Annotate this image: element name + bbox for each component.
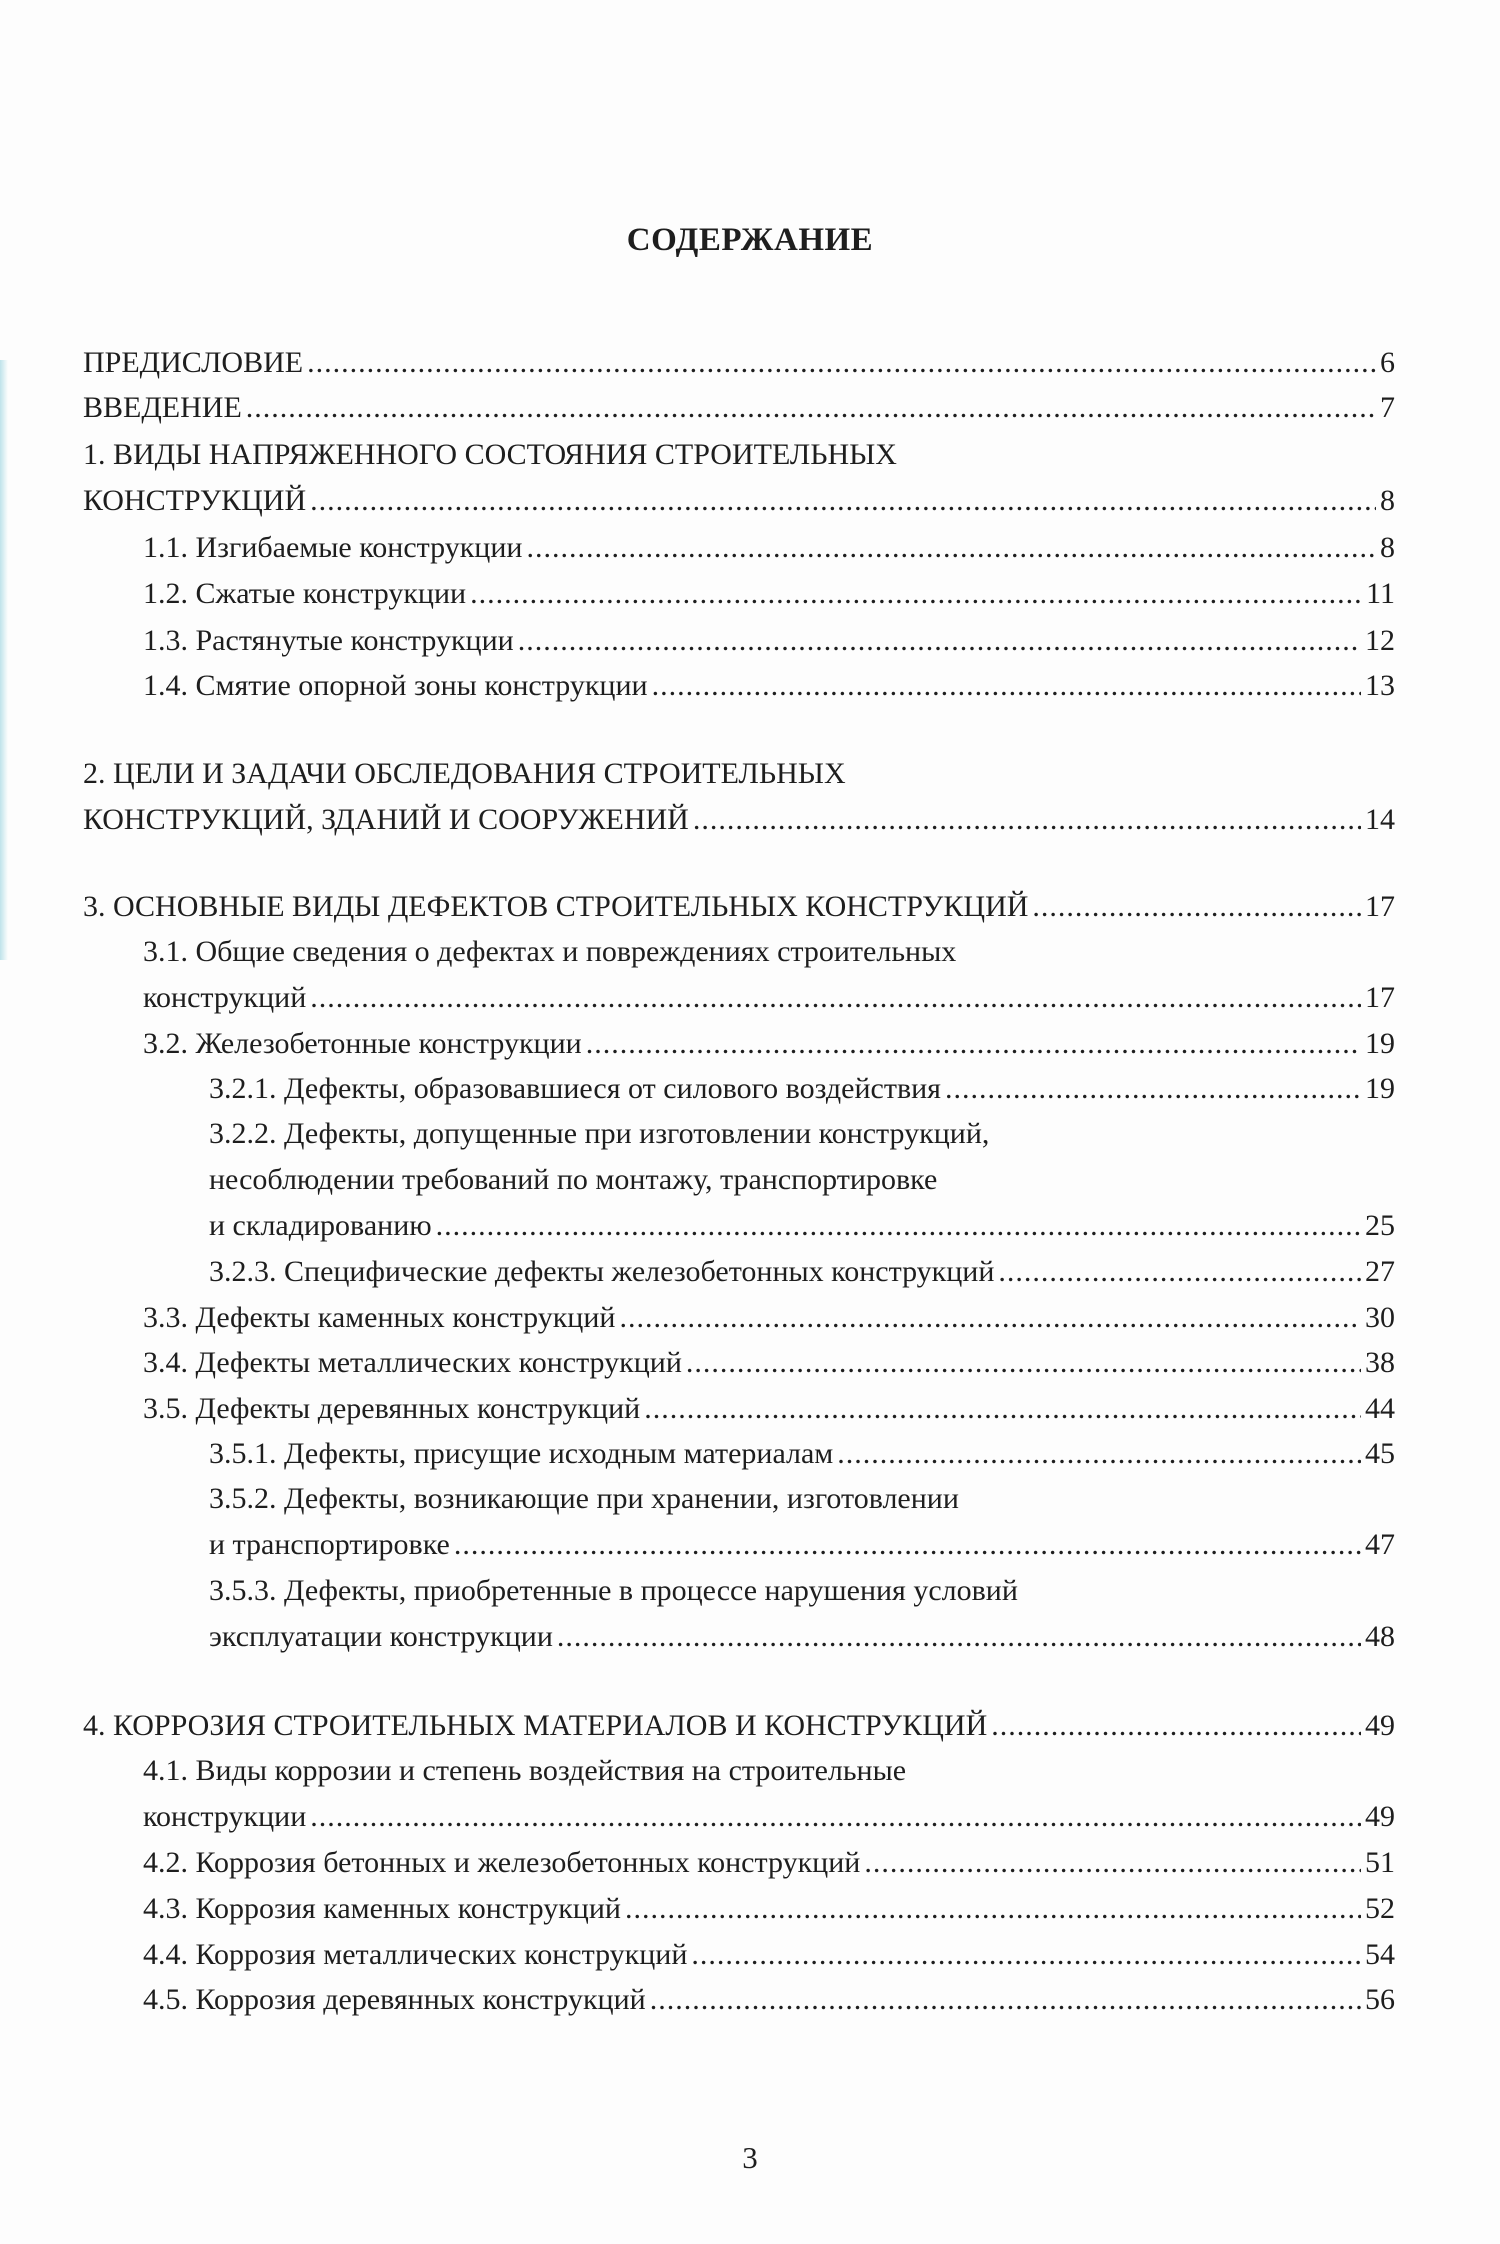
toc-entry-page: 17 — [1365, 890, 1395, 923]
toc-entry-line — [209, 1249, 1395, 1295]
toc-entry-title: 1.2. Сжатые конструкции — [143, 577, 467, 610]
toc-entry-title: и складированию — [209, 1209, 432, 1242]
dot-leader — [436, 1203, 1361, 1249]
toc-entry-line — [143, 571, 1395, 617]
toc-entry-page: 56 — [1365, 1983, 1395, 2016]
toc-entry-line — [143, 1840, 1395, 1886]
toc-entry-title: и транспортировке — [209, 1528, 450, 1561]
toc-entry — [83, 1703, 1395, 1749]
toc-entry-title: 3. ОСНОВНЫЕ ВИДЫ ДЕФЕКТОВ СТРОИТЕЛЬНЫХ КОНСТРУКЦИЙ — [83, 890, 1029, 923]
toc-entry-page: 44 — [1365, 1392, 1395, 1425]
toc-entry-title: конструкции — [143, 1800, 307, 1833]
toc-entry — [83, 1021, 1395, 1067]
toc-entry-page: 48 — [1365, 1620, 1395, 1653]
dot-leader — [1032, 884, 1361, 930]
dot-leader — [652, 663, 1361, 709]
toc-entry-page: 38 — [1365, 1346, 1395, 1379]
toc-entry-title: 3.4. Дефекты металлических конструкций — [143, 1346, 682, 1379]
toc-entry-title: 4.4. Коррозия металлических конструкций — [143, 1938, 688, 1971]
toc-entry — [83, 571, 1395, 617]
dot-leader — [526, 525, 1376, 571]
toc-entry-title: 3.2.1. Дефекты, образовавшиеся от силового воздействия — [209, 1072, 941, 1105]
toc-entry-line — [143, 1295, 1395, 1341]
toc-entry-page: 12 — [1365, 624, 1395, 657]
toc-entry-page: 47 — [1365, 1528, 1395, 1561]
toc-entry — [83, 1340, 1395, 1386]
dot-leader — [644, 1386, 1361, 1432]
toc-entry — [83, 1431, 1395, 1477]
dot-leader — [557, 1614, 1361, 1660]
toc-entry-line — [143, 1932, 1395, 1978]
toc-entry — [83, 1840, 1395, 1886]
toc-entry-page: 8 — [1380, 531, 1395, 564]
dot-leader — [693, 797, 1361, 843]
page-title: СОДЕРЖАНИЕ — [626, 222, 874, 258]
toc-entry-line — [143, 618, 1395, 664]
toc-entry-title: 4.5. Коррозия деревянных конструкций — [143, 1983, 646, 2016]
toc-entry-line — [209, 1614, 1395, 1660]
toc-entry-title: 3.3. Дефекты каменных конструкций — [143, 1301, 616, 1334]
toc-entry-line — [143, 663, 1395, 709]
toc-entry-page: 19 — [1365, 1072, 1395, 1105]
toc-entry — [83, 884, 1395, 930]
toc-entry-title-line: 2. ЦЕЛИ И ЗАДАЧИ ОБСЛЕДОВАНИЯ СТРОИТЕЛЬНЫХ — [83, 757, 846, 790]
toc-entry-title: КОНСТРУКЦИЙ, ЗДАНИЙ И СООРУЖЕНИЙ — [83, 803, 689, 836]
toc-entry-line — [143, 1340, 1395, 1386]
toc-entry-line — [209, 1203, 1395, 1249]
toc-entry-title-line: 1. ВИДЫ НАПРЯЖЕННОГО СОСТОЯНИЯ СТРОИТЕЛЬНЫХ — [83, 438, 897, 471]
toc-entry-page: 14 — [1365, 803, 1395, 836]
toc-entry-line — [143, 1977, 1395, 2023]
toc-entry-line — [83, 797, 1395, 843]
toc-entry-title-line: несоблюдении требований по монтажу, транспортировке — [209, 1163, 938, 1196]
toc-entry-page: 51 — [1365, 1846, 1395, 1879]
toc-entry-line — [83, 1703, 1395, 1749]
toc-entry-page: 13 — [1365, 669, 1395, 702]
page-number: 3 — [742, 2140, 758, 2175]
dot-leader — [945, 1066, 1361, 1112]
toc-entry-title: эксплуатации конструкции — [209, 1620, 553, 1653]
toc-entry-line — [143, 1794, 1395, 1840]
toc-entry-title: 3.2.3. Специфические дефекты железобетонных конструкций — [209, 1255, 995, 1288]
dot-leader — [310, 1794, 1361, 1840]
toc-entry-title: 4.2. Коррозия бетонных и железобетонных конструкций — [143, 1846, 861, 1879]
toc-entry-title: 1.4. Смятие опорной зоны конструкции — [143, 669, 648, 702]
toc-entry — [83, 432, 1395, 524]
toc-entry-title-line: 3.5.3. Дефекты, приобретенные в процессе нарушения условий — [209, 1574, 1018, 1607]
toc-entry-title-line: 3.2.2. Дефекты, допущенные при изготовлении конструкций, — [209, 1117, 990, 1150]
toc-entry-line — [83, 884, 1395, 930]
toc-entry-page: 54 — [1365, 1938, 1395, 1971]
toc-entry-title: 3.5.1. Дефекты, присущие исходным материалам — [209, 1437, 834, 1470]
toc-entry-title-line: 4.1. Виды коррозии и степень воздействия на строительные — [143, 1754, 907, 1787]
toc-entry — [83, 1886, 1395, 1932]
toc-entry-page: 49 — [1365, 1709, 1395, 1742]
toc-entry — [83, 929, 1395, 1021]
dot-leader — [246, 385, 1376, 431]
toc-entry-title: конструкций — [143, 981, 307, 1014]
dot-leader — [998, 1249, 1361, 1295]
toc-entry-title: КОНСТРУКЦИЙ — [83, 484, 307, 517]
toc-entry-page: 27 — [1365, 1255, 1395, 1288]
toc-entry-page: 7 — [1380, 391, 1395, 424]
toc-entry-page: 6 — [1380, 346, 1395, 379]
dot-leader — [586, 1021, 1361, 1067]
toc-entry-line — [143, 1021, 1395, 1067]
toc-entry — [83, 385, 1395, 431]
dot-leader — [837, 1431, 1361, 1477]
dot-leader — [991, 1703, 1361, 1749]
toc-entry-page: 11 — [1366, 577, 1395, 610]
toc-entry — [83, 1977, 1395, 2023]
dot-leader — [310, 478, 1376, 524]
toc-entry — [83, 663, 1395, 709]
toc-entry-title: 4. КОРРОЗИЯ СТРОИТЕЛЬНЫХ МАТЕРИАЛОВ И КОНСТРУКЦИЙ — [83, 1709, 988, 1742]
toc-entry-title-line: 3.1. Общие сведения о дефектах и повреждениях строительных — [143, 935, 957, 968]
toc-entry — [83, 1568, 1395, 1660]
dot-leader — [310, 975, 1361, 1021]
toc-entry — [83, 1932, 1395, 1978]
toc-entry-title: 1.3. Растянутые конструкции — [143, 624, 514, 657]
toc-entry-page: 45 — [1365, 1437, 1395, 1470]
toc-entry-title: 3.2. Железобетонные конструкции — [143, 1027, 582, 1060]
toc-entry-page: 52 — [1365, 1892, 1395, 1925]
toc-entry-line — [143, 975, 1395, 1021]
toc-entry-title-line: 3.5.2. Дефекты, возникающие при хранении, изготовлении — [209, 1482, 959, 1515]
toc-entry — [83, 525, 1395, 571]
toc-entry-line — [143, 525, 1395, 571]
toc-entry-title: 1.1. Изгибаемые конструкции — [143, 531, 523, 564]
toc-entry-page: 30 — [1365, 1301, 1395, 1334]
toc-entry-line — [209, 1066, 1395, 1112]
toc-entry-title: ВВЕДЕНИЕ — [83, 391, 242, 424]
toc-entry — [83, 751, 1395, 843]
toc-entry-title: 3.5. Дефекты деревянных конструкций — [143, 1392, 641, 1425]
dot-leader — [307, 340, 1376, 386]
dot-leader — [864, 1840, 1361, 1886]
toc-entry — [83, 1111, 1395, 1249]
toc-entry-line — [209, 1522, 1395, 1568]
toc-entry-line — [83, 340, 1395, 386]
dot-leader — [518, 618, 1361, 664]
dot-leader — [650, 1977, 1361, 2023]
page-edge-tint — [0, 360, 8, 960]
dot-leader — [619, 1295, 1361, 1341]
toc-entry — [83, 1295, 1395, 1341]
toc-entry-line — [83, 478, 1395, 524]
toc-entry — [83, 1748, 1395, 1840]
dot-leader — [470, 571, 1362, 617]
toc-entry-page: 25 — [1365, 1209, 1395, 1242]
toc-entry — [83, 1249, 1395, 1295]
dot-leader — [625, 1886, 1361, 1932]
toc-entry-title: 4.3. Коррозия каменных конструкций — [143, 1892, 621, 1925]
toc-entry-line — [143, 1386, 1395, 1432]
toc-entry-line — [83, 385, 1395, 431]
toc-entry — [83, 1386, 1395, 1432]
toc-entry-page: 19 — [1365, 1027, 1395, 1060]
toc-entry-page: 17 — [1365, 981, 1395, 1014]
toc-entry-page: 8 — [1380, 484, 1395, 517]
dot-leader — [691, 1932, 1361, 1978]
toc-entry-line — [143, 1886, 1395, 1932]
dot-leader — [454, 1522, 1361, 1568]
toc-entry — [83, 618, 1395, 664]
toc-entry — [83, 340, 1395, 386]
toc-entry — [83, 1476, 1395, 1568]
toc-entry — [83, 1066, 1395, 1112]
toc-entry-page: 49 — [1365, 1800, 1395, 1833]
dot-leader — [686, 1340, 1361, 1386]
toc-entry-line — [209, 1431, 1395, 1477]
toc-entry-title: ПРЕДИСЛОВИЕ — [83, 346, 304, 379]
